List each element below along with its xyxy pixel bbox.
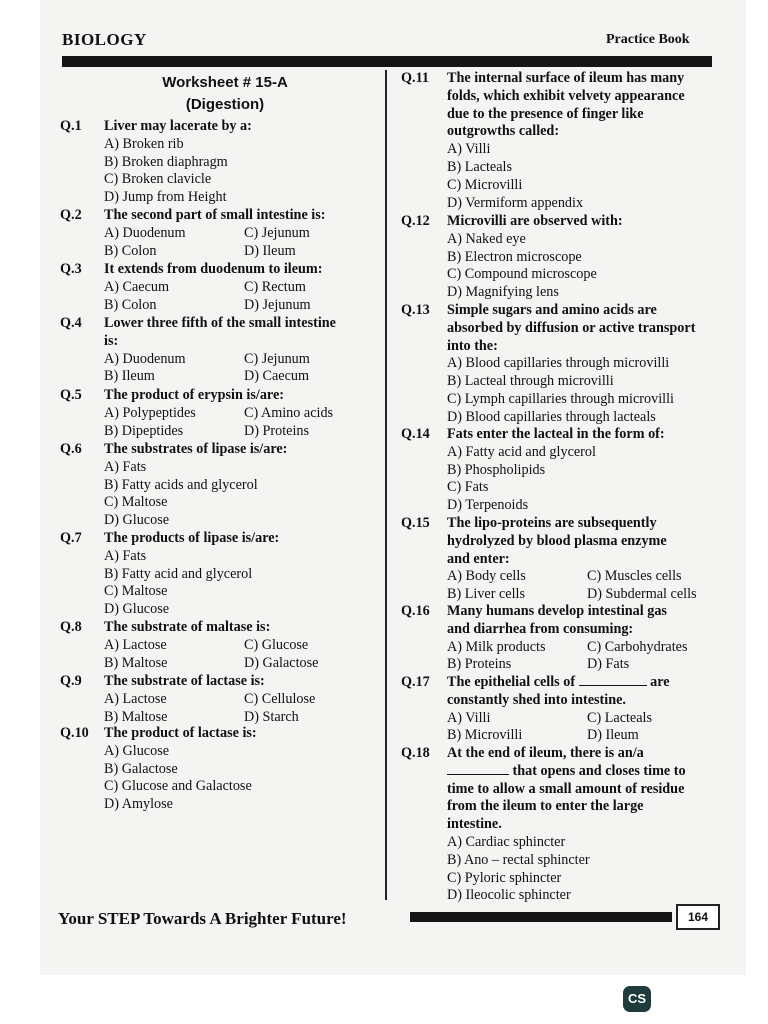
question-text: Microvilli are observed with: [447, 213, 623, 229]
option-a: A) Duodenum [104, 224, 186, 241]
option-c: C) Lymph capillaries through microvilli [447, 390, 674, 407]
option-b: B) Galactose [104, 760, 178, 777]
question-text: The epithelial cells of [447, 674, 576, 690]
option-b: B) Phospholipids [447, 461, 546, 478]
option-c: C) Carbohydrates [587, 638, 688, 655]
option-c: C) Lacteals [587, 709, 652, 726]
question-number: Q.12 [401, 213, 430, 229]
option-c: C) Glucose [244, 636, 309, 653]
question-text: At the end of ileum, there is an/a [447, 745, 644, 761]
question-12 [401, 213, 713, 302]
option-b: B) Ileum [104, 368, 155, 385]
header-rule [62, 56, 712, 67]
footer-rule [410, 912, 672, 922]
question-text-cont: is: [104, 332, 119, 349]
camscanner-logo-icon: CS [623, 986, 651, 1012]
option-d: D) Ileocolic sphincter [447, 887, 571, 904]
question-text: Lower three fifth of the small intestine [104, 315, 336, 331]
question-text: Fats enter the lacteal in the form of: [447, 426, 665, 442]
answer-blank [447, 774, 509, 775]
question-number: Q.18 [401, 745, 430, 761]
question-text: The internal surface of ileum has many [447, 70, 685, 86]
option-b: B) Lacteals [447, 158, 512, 175]
question-13 [401, 302, 713, 427]
question-text-cont: time to allow a small amount of residue [447, 780, 685, 797]
worksheet-subtitle: (Digestion) [185, 96, 265, 113]
question-18 [401, 745, 713, 905]
option-c: C) Compound microscope [447, 266, 597, 283]
option-c: C) Pyloric sphincter [447, 869, 562, 886]
question-7 [60, 530, 378, 619]
option-b: B) Microvilli [447, 727, 523, 744]
option-c: C) Maltose [104, 494, 168, 511]
question-number: Q.13 [401, 302, 430, 318]
option-a: A) Broken rib [104, 135, 184, 152]
option-d: D) Subdermal cells [587, 586, 697, 603]
option-a: A) Glucose [104, 742, 170, 759]
option-d: D) Proteins [244, 422, 310, 439]
question-text: The substrate of lactase is: [104, 673, 265, 689]
question-16 [401, 603, 713, 674]
option-a: A) Villi [447, 709, 491, 726]
question-number: Q.7 [60, 530, 82, 546]
question-text: The product of lactase is: [104, 725, 257, 741]
option-c: C) Cellulose [244, 690, 316, 707]
question-5 [60, 387, 378, 440]
question-text: Liver may lacerate by a: [104, 118, 252, 134]
option-a: A) Fatty acid and glycerol [447, 443, 596, 460]
question-text: The lipo-proteins are subsequently [447, 515, 657, 531]
question-text-cont: folds, which exhibit velvety appearance [447, 87, 685, 104]
question-number: Q.17 [401, 674, 430, 690]
question-number: Q.1 [60, 118, 82, 134]
question-number: Q.16 [401, 603, 430, 619]
option-a: A) Caecum [104, 278, 170, 295]
option-a: A) Blood capillaries through microvilli [447, 355, 670, 372]
option-a: A) Cardiac sphincter [447, 833, 566, 850]
option-b: B) Colon [104, 242, 157, 259]
option-b: B) Liver cells [447, 586, 526, 603]
option-d: D) Galactose [244, 654, 319, 671]
option-a: A) Duodenum [104, 350, 186, 367]
question-8 [60, 619, 378, 672]
option-a: A) Body cells [447, 568, 526, 585]
question-text-cont: from the ileum to enter the large [447, 798, 644, 815]
question-text-cont: intestine. [447, 816, 502, 833]
option-c: C) Muscles cells [587, 568, 682, 585]
option-b: B) Fatty acids and glycerol [104, 476, 258, 493]
question-10 [60, 725, 378, 814]
question-text-cont: hydrolyzed by blood plasma enzyme [447, 532, 667, 549]
question-3 [60, 261, 378, 314]
option-a: A) Fats [104, 547, 147, 564]
option-d: D) Fats [587, 656, 630, 673]
option-c: C) Maltose [104, 583, 168, 600]
option-c: C) Broken clavicle [104, 171, 212, 188]
question-text: The substrate of maltase is: [104, 619, 271, 635]
question-text: It extends from duodenum to ileum: [104, 261, 323, 277]
option-c: C) Jejunum [244, 350, 310, 367]
subject-heading: BIOLOGY [62, 30, 147, 49]
option-a: A) Lactose [104, 636, 167, 653]
option-d: D) Terpenoids [447, 497, 529, 514]
question-text-cont: constantly shed into intestine. [447, 691, 626, 708]
question-text-cont: into the: [447, 337, 498, 354]
question-15 [401, 515, 713, 604]
option-d: D) Magnifying lens [447, 284, 559, 301]
question-17 [401, 674, 713, 745]
worksheet-title: Worksheet # 15-A [162, 74, 288, 91]
option-b: B) Electron microscope [447, 248, 582, 265]
question-14 [401, 426, 713, 515]
option-b: B) Broken diaphragm [104, 153, 228, 170]
question-number: Q.10 [60, 725, 89, 741]
option-b: B) Fatty acid and glycerol [104, 565, 253, 582]
option-d: D) Starch [244, 708, 299, 725]
question-text-cont: that opens and closes time to [512, 762, 686, 779]
question-11 [401, 70, 713, 212]
question-text-end: are [650, 674, 670, 690]
option-a: A) Villi [447, 141, 491, 158]
question-text: The second part of small intestine is: [104, 207, 326, 223]
question-number: Q.3 [60, 261, 82, 277]
answer-blank [579, 685, 647, 686]
question-2 [60, 207, 378, 260]
option-b: B) Proteins [447, 656, 512, 673]
option-c: C) Fats [447, 479, 489, 496]
question-number: Q.5 [60, 387, 82, 403]
question-text-cont: and enter: [447, 550, 510, 567]
option-c: C) Amino acids [244, 404, 334, 421]
option-d: D) Ileum [587, 727, 639, 744]
option-d: D) Vermiform appendix [447, 194, 584, 211]
question-number: Q.2 [60, 207, 82, 223]
book-heading: Practice Book [606, 32, 690, 47]
column-divider [385, 70, 387, 900]
option-c: C) Microvilli [447, 176, 523, 193]
question-text-cont: absorbed by diffusion or active transport [447, 319, 696, 336]
option-b: B) Maltose [104, 708, 168, 725]
question-number: Q.8 [60, 619, 82, 635]
option-b: B) Colon [104, 296, 157, 313]
option-d: D) Caecum [244, 368, 310, 385]
footer-tagline: Your STEP Towards A Brighter Future! [58, 909, 347, 928]
question-number: Q.15 [401, 515, 430, 531]
option-d: D) Glucose [104, 601, 170, 618]
option-b: B) Lacteal through microvilli [447, 373, 614, 390]
option-b: B) Dipeptides [104, 422, 184, 439]
question-6 [60, 441, 378, 530]
option-c: C) Jejunum [244, 224, 310, 241]
option-b: B) Ano – rectal sphincter [447, 851, 590, 868]
option-d: D) Jejunum [244, 296, 311, 313]
option-d: D) Ileum [244, 242, 296, 259]
question-text-cont: and diarrhea from consuming: [447, 620, 634, 637]
question-text: Many humans develop intestinal gas [447, 603, 667, 619]
option-c: C) Rectum [244, 278, 306, 295]
page-number: 164 [676, 904, 720, 930]
question-4 [60, 315, 378, 386]
question-text: The product of erypsin is/are: [104, 387, 284, 403]
question-1 [60, 118, 378, 207]
option-d: D) Blood capillaries through lacteals [447, 408, 656, 425]
option-a: A) Polypeptides [104, 404, 196, 421]
option-d: D) Amylose [104, 796, 173, 813]
question-number: Q.14 [401, 426, 430, 442]
question-text: The products of lipase is/are: [104, 530, 280, 546]
option-b: B) Maltose [104, 654, 168, 671]
option-a: A) Lactose [104, 690, 167, 707]
question-number: Q.11 [401, 70, 429, 86]
option-a: A) Milk products [447, 638, 546, 655]
question-text-cont: due to the presence of finger like [447, 105, 644, 122]
question-text: The substrates of lipase is/are: [104, 441, 288, 457]
option-a: A) Fats [104, 458, 147, 475]
option-a: A) Naked eye [447, 230, 526, 247]
option-d: D) Jump from Height [104, 189, 227, 206]
question-text: Simple sugars and amino acids are [447, 302, 657, 318]
option-c: C) Glucose and Galactose [104, 778, 252, 795]
question-number: Q.9 [60, 673, 82, 689]
option-d: D) Glucose [104, 512, 170, 529]
question-text-cont: outgrowths called: [447, 123, 560, 140]
question-number: Q.6 [60, 441, 82, 457]
question-9 [60, 673, 378, 726]
question-number: Q.4 [60, 315, 82, 331]
